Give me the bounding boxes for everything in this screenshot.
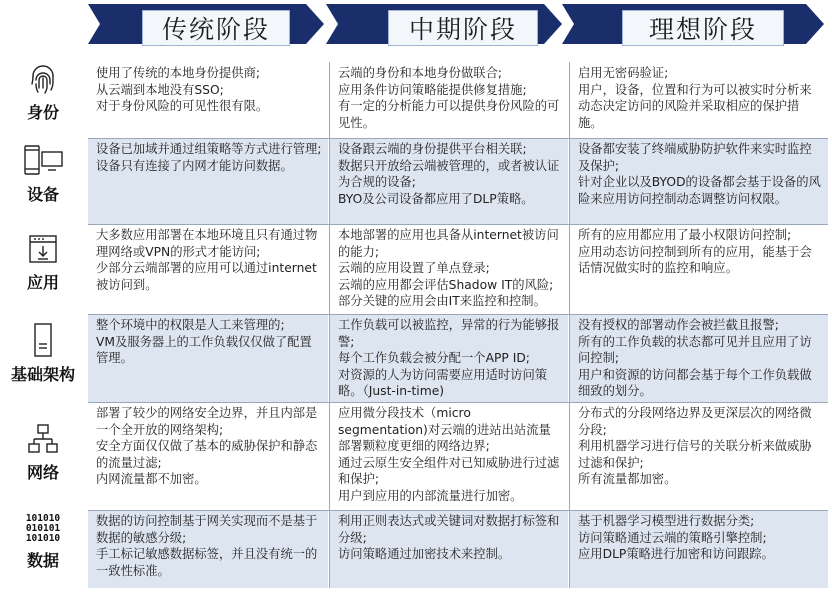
- cell-identity-traditional: [88, 62, 328, 138]
- cell-line: 应用动态访问控制到所有的应用，能基于会话情况做实时的监控和响应。: [578, 244, 812, 275]
- binary-line: 010101: [25, 523, 61, 534]
- cell-line: 应用DLP策略进行加密和访问跟踪。: [578, 547, 774, 561]
- cell-line: 大多数应用部署在本地环境且只有通过物理网络或VPN的形式才能访问;: [96, 228, 318, 259]
- row-divider: [88, 402, 828, 403]
- cell-line: 少部分云端部署的应用可以通过internet被访问到。: [96, 261, 317, 292]
- row-name: 身份: [26, 103, 59, 122]
- stage-label: 中期阶段: [388, 10, 538, 46]
- cell-line: 有一定的分析能力可以提供身份风险的可见性。: [338, 99, 560, 130]
- cell-data-intermediate: [330, 510, 568, 588]
- cell-line: 数据只开放给云端被管理的，或者被认证为合规的设备;: [338, 158, 560, 189]
- row-name: 网络: [26, 463, 59, 482]
- cell-line: 所有的应用都应用了最小权限访问控制;: [578, 228, 792, 242]
- stage-header-ideal: [562, 0, 830, 48]
- row-divider: [88, 314, 828, 315]
- cell-line: 设备已加域并通过组策略等方式进行管理;: [96, 142, 322, 156]
- cell-line: 设备都安装了终端威胁防护软件来实时监控及保护;: [578, 142, 812, 173]
- server-icon: [31, 322, 55, 358]
- row-name: 应用: [26, 273, 59, 292]
- row-divider: [88, 224, 828, 225]
- cell-device-intermediate: [330, 138, 568, 224]
- cell-line: 数据的访问控制基于网关实现而不是基于数据的敏感分级;: [96, 514, 318, 545]
- cell-line: 基于机器学习模型进行数据分类;: [578, 514, 755, 528]
- row-divider: [88, 138, 828, 139]
- row-label-application: [0, 232, 86, 293]
- binary-line: 101010: [25, 513, 61, 524]
- cell-line: 从云端到本地没有SSO;: [96, 82, 224, 97]
- cell-device-ideal: [570, 138, 828, 224]
- cell-line: 安全方面仅仅做了基本的威胁保护和静态的流量过滤;: [96, 439, 318, 470]
- network-icon: [26, 422, 60, 456]
- cell-data-traditional: [88, 510, 328, 588]
- cell-line: 针对企业以及BYOD的设备都会基于设备的风险来应用访问控制动态调整访问权限。: [578, 175, 821, 206]
- cell-application-intermediate: [330, 224, 568, 314]
- cell-line: 访问策略通过加密技术来控制。: [338, 547, 511, 561]
- cell-application-traditional: [88, 224, 328, 314]
- cell-line: 所有流量都加密。: [578, 472, 677, 486]
- cell-infrastructure-ideal: [570, 314, 828, 402]
- application-icon: [26, 232, 60, 266]
- cell-line: 启用无密码验证;: [578, 66, 669, 80]
- cell-line: 部署了较少的网络安全边界，并且内部是一个全开放的网络架构;: [96, 406, 318, 437]
- stage-label: 传统阶段: [142, 10, 290, 46]
- cell-line: 应用条件访问策略能提供修复措施;: [338, 82, 527, 97]
- row-label-device: [0, 142, 86, 205]
- row-label-identity: [0, 64, 86, 123]
- cell-line: BYO及公司设备都应用了DLP策略。: [338, 191, 534, 206]
- row-name: 基础架构: [10, 365, 75, 384]
- cell-line: 部分关键的应用会由IT来监控和控制。: [338, 294, 546, 308]
- row-label-infrastructure: [0, 322, 86, 385]
- cell-line: 所有的工作负载的状态都可见并且应用了访问控制;: [578, 334, 812, 365]
- row-name: 数据: [26, 551, 59, 570]
- cell-line: 没有授权的部署动作会被拦截且报警;: [578, 318, 779, 332]
- cell-line: 本地部署的应用也具备从internet被访问的能力;: [338, 228, 559, 259]
- cell-infrastructure-traditional: [88, 314, 328, 402]
- cell-line: 访问策略通过云端的策略引擎控制;: [578, 530, 767, 545]
- cell-identity-intermediate: [330, 62, 568, 138]
- row-label-network: [0, 422, 86, 483]
- cell-identity-ideal: [570, 62, 828, 138]
- cell-line: 云端的应用都会评估Shadow IT的风险;: [338, 277, 554, 292]
- cell-line: 分布式的分段网络边界及更深层次的网络微分段;: [578, 406, 812, 437]
- stage-header-intermediate: [326, 0, 570, 48]
- cell-line: 整个环境中的权限是人工来管理的;: [96, 318, 285, 332]
- cell-line: 工作负载可以被监控，异常的行为能够报警;: [338, 318, 560, 349]
- cell-line: 云端的身份和本地身份做联合;: [338, 66, 503, 80]
- row-name: 设备: [26, 185, 59, 204]
- cell-line: 每个工作负载会被分配一个APP ID;: [338, 351, 530, 365]
- cell-line: 利用机器学习进行信号的关联分析来做威胁过滤和保护;: [578, 439, 812, 470]
- cell-network-intermediate: [330, 402, 568, 510]
- cell-line: 对于身份风险的可见性很有限。: [96, 99, 269, 113]
- cell-line: 设备跟云端的身份提供平台相关联;: [338, 142, 527, 156]
- cell-network-ideal: [570, 402, 828, 510]
- binary-line: 101010: [25, 533, 61, 544]
- cell-line: 应用微分段技术（micro segmentation)对云端的进站出站流量部署颗粒度更细的网络边界;: [338, 406, 551, 453]
- cell-data-ideal: [570, 510, 828, 588]
- cell-line: 通过云原生安全组件对已知威胁进行过滤和保护;: [338, 455, 560, 486]
- cell-network-traditional: [88, 402, 328, 510]
- cell-infrastructure-intermediate: [330, 314, 568, 402]
- devices-icon: [21, 142, 65, 178]
- cell-line: 用户，设备，位置和行为可以被实时分析来动态决定访问的风险并采取相应的保护措施。: [578, 82, 812, 130]
- cell-line: 用户到应用的内部流量进行加密。: [338, 488, 523, 503]
- fingerprint-icon: [28, 64, 58, 96]
- cell-line: 使用了传统的本地身份提供商;: [96, 66, 261, 80]
- cell-line: 对资源的人为访问需要应用适时访问策略。（Just-in-time): [338, 367, 548, 398]
- row-divider: [88, 510, 828, 511]
- cell-application-ideal: [570, 224, 828, 314]
- cell-line: 手工标记敏感数据标签，并且没有统一的一致性标准。: [96, 547, 318, 578]
- cell-line: 利用正则表达式或关键词对数据打标签和分级;: [338, 514, 560, 545]
- binary-data-icon: [0, 514, 86, 544]
- cell-line: 设备只有连接了内网才能访问数据。: [96, 158, 293, 173]
- stage-label: 理想阶段: [622, 10, 784, 46]
- cell-line: VM及服务器上的工作负载仅仅做了配置管理。: [96, 334, 312, 365]
- stage-header-traditional: [88, 0, 332, 48]
- row-label-data: [0, 514, 86, 571]
- cell-line: 用户和资源的访问都会基于每个工作负载做细致的划分。: [578, 367, 812, 398]
- cell-device-traditional: [88, 138, 328, 224]
- cell-line: 内网流量都不加密。: [96, 472, 207, 486]
- cell-line: 云端的应用设置了单点登录;: [338, 261, 490, 275]
